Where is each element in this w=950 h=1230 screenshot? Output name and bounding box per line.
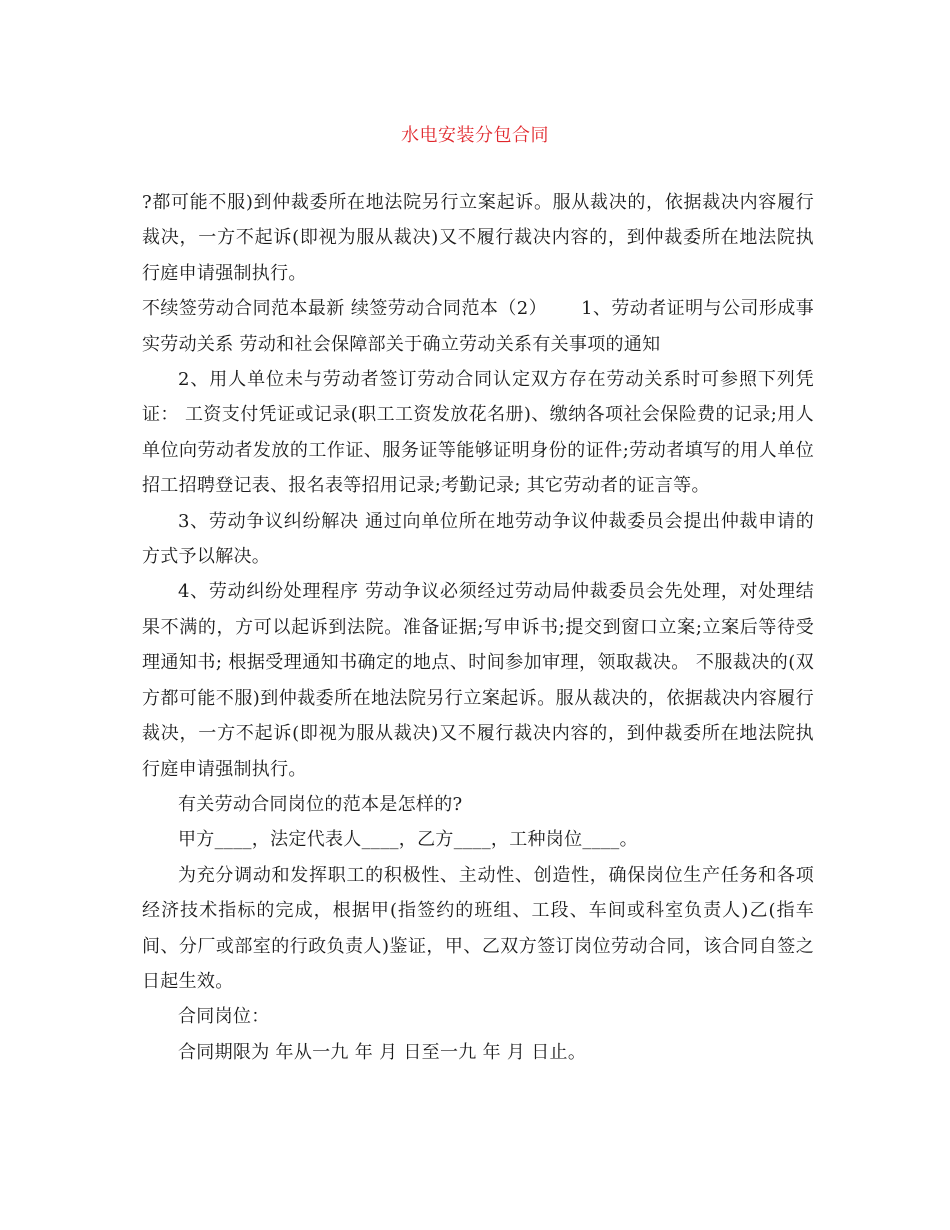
paragraph-contract-term: 合同期限为 年从一九 年 月 日至一九 年 月 日止。 (178, 1041, 587, 1063)
paragraph-dispute-procedure: 4、劳动纠纷处理程序 劳动争议必须经过劳动局仲裁委员会先处理，对处理结果不满的，方可以起诉到法院。准备证据;写申诉书;提交到窗口立案;立案后等待受理通知书; 根据受理通知书确定的地点、时间参加审理，领取裁决。 不服裁决的(双方都可能不服)到仲裁委所在地法院另行立案起诉。服从裁决的，依据裁决内容履行裁决，一方不起诉(即视为服从裁决)又不履行裁决内容的，到仲裁委所在地法院执行庭申请强制执行。 (142, 581, 814, 780)
paragraph-evidence-list: 2、用人单位未与劳动者签订劳动合同认定双方存在劳动关系时可参照下列凭证： 工资支付凭证或记录(职工工资发放花名册)、缴纳各项社会保险费的记录;用人单位向劳动者发放的工作证、服务证等能够证明身份的证件;劳动者填写的用人单位招工招聘登记表、报名表等招用记录;考勤记录; 其它劳动者的证言等。 (142, 369, 814, 497)
paragraph-parties-blanks: 甲方____，法定代表人____，乙方____，工种岗位____。 (178, 829, 638, 851)
paragraph-contract-purpose: 为充分调动和发挥职工的积极性、主动性、创造性，确保岗位生产任务和各项经济技术指标的完成，根据甲(指签约的班组、工段、车间或科室负责人)乙(指车间、分厂或部室的行政负责人)鉴证，甲、乙双方签订岗位劳动合同，该合同自签之日起生效。 (142, 864, 814, 992)
paragraph-contract-position: 合同岗位： (178, 1006, 270, 1028)
paragraph-contract-template-heading: 不续签劳动合同范本最新 续签劳动合同范本（2） 1、劳动者证明与公司形成事实劳动关系 劳动和社会保障部关于确立劳动关系有关事项的通知 (142, 298, 814, 355)
paragraph-position-template-question: 有关劳动合同岗位的范本是怎样的? (178, 793, 463, 815)
paragraph-dispute-resolution: 3、劳动争议纠纷解决 通过向单位所在地劳动争议仲裁委员会提出仲裁申请的方式予以解决。 (142, 510, 814, 568)
document-body (142, 185, 814, 1070)
document-title: 水电安装分包合同 (401, 125, 549, 146)
paragraph-arbitration-continuation: ?都可能不服)到仲裁委所在地法院另行立案起诉。服从裁决的，依据裁决内容履行裁决，一方不起诉(即视为服从裁决)又不履行裁决内容的，到仲裁委所在地法院执行庭申请强制执行。 (142, 192, 814, 284)
